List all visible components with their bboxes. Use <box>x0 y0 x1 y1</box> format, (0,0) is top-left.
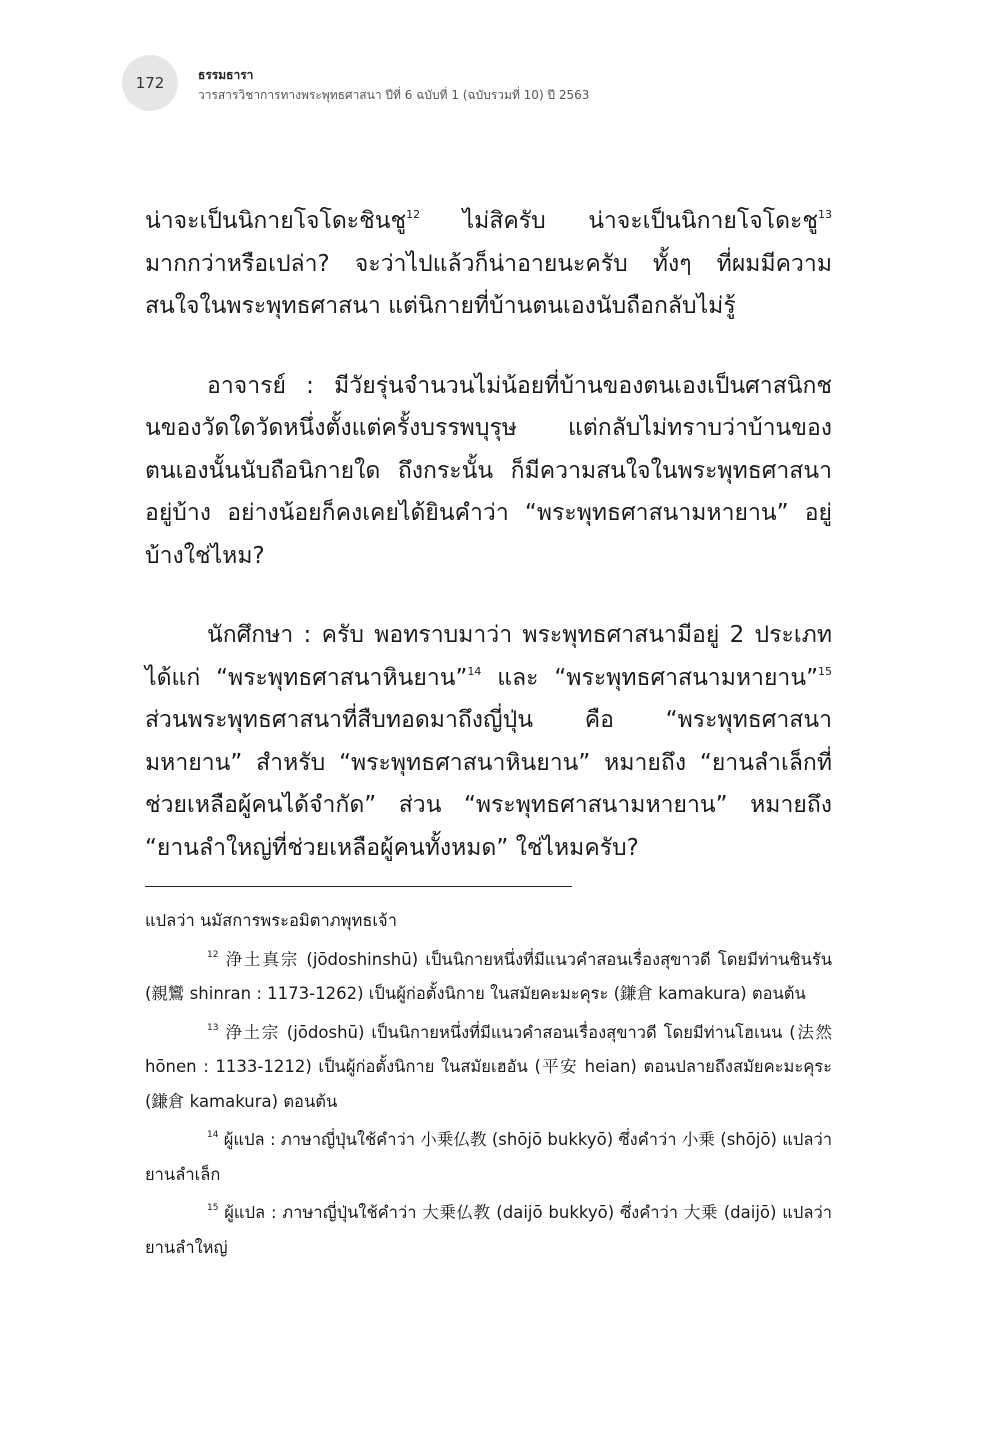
main-text <box>145 200 832 906</box>
paragraph-3-text-c: ส่วนพระพุทธศาสนาที่สืบทอดมาถึงญี่ปุ่น คือ “พระพุทธศาสนามหายาน” สำหรับ “พระพุทธศาสนาหินยาน” หมายถึง “ยานลำเล็กที่ช่วยเหลือผู้คนได้จำกัด” ส่วน “พระพุทธศาสนามหายาน” หมายถึง “ยานลำใหญ่ที่ช่วยเหลือผู้คนทั้งหมด” ใช่ไหมครับ? <box>145 707 832 861</box>
footnote-continuation: แปลว่า นมัสการพระอมิตาภพุทธเจ้า <box>145 911 397 930</box>
footnotes <box>145 904 832 1265</box>
paragraph-1-text-a: น่าจะเป็นนิกายโจโดะชินชู <box>145 208 407 234</box>
footnote-14 <box>145 1123 832 1192</box>
paragraph-1-text-b: ไม่สิครับ น่าจะเป็นนิกายโจโดะชู <box>420 208 818 234</box>
footnote-number: 15 <box>207 1203 219 1213</box>
journal-title: ธรรมธารา <box>198 68 254 82</box>
page-number-badge <box>122 55 178 111</box>
page-number: 172 <box>135 74 165 92</box>
page-header <box>0 0 1000 140</box>
paragraph-1-text-c: มากกว่าหรือเปล่า? จะว่าไปแล้วก็น่าอายนะครับ ทั้งๆ ที่ผมมีความสนใจในพระพุทธศาสนา แต่นิกายที่บ้านตนเองนับถือกลับไม่รู้ <box>145 250 832 319</box>
footnote-text: ผู้แปล : ภาษาญี่ปุ่นใช้คำว่า 小乗仏教 (shōjō bukkyō) ซึ่งคำว่า 小乗 (shōjō) แปลว่า ยานลำเล็ก <box>145 1130 833 1184</box>
footnote-text: ผู้แปล : ภาษาญี่ปุ่นใช้คำว่า 大乗仏教 (daijō bukkyō) ซึ่งคำว่า 大乗 (daijō) แปลว่า ยานลำใหญ่ <box>145 1203 833 1257</box>
paragraph-2: อาจารย์ : มีวัยรุ่นจำนวนไม่น้อยที่บ้านของตนเองเป็นศาสนิกชนของวัดใดวัดหนึ่งตั้งแต่ครั้งบรรพบุรุษ แต่กลับไม่ทราบว่าบ้านของตนเองนั้นนับถือนิกายใด ถึงกระนั้น ก็มีความสนใจในพระพุทธศาสนาอยู่บ้าง อย่างน้อยก็คงเคยได้ยินคำว่า “พระพุทธศาสนามหายาน” อยู่บ้างใช่ไหม? <box>145 372 832 569</box>
footnote-ref-15[interactable]: 15 <box>818 664 832 678</box>
paragraph-1 <box>145 200 832 328</box>
journal-subtitle: วารสารวิชาการทางพระพุทธศาสนา ปีที่ 6 ฉบับที่ 1 (ฉบับรวมที่ 10) ปี 2563 <box>198 88 590 102</box>
footnote-number: 13 <box>207 1022 219 1033</box>
paragraph-3 <box>145 614 832 869</box>
footnote-ref-14[interactable]: 14 <box>467 664 482 678</box>
footnote-15 <box>145 1196 832 1265</box>
footnote-text: 浄土真宗 (jōdoshinshū) เป็นนิกายหนึ่งที่มีแนวคำสอนเรื่องสุขาวดี โดยมีท่านชินรัน (親鸞 shinran : 1173-1262) เป็นผู้ก่อตั้งนิกาย ในสมัยคะมะคุระ (鎌倉 kamakura) ตอนต้น <box>145 949 833 1003</box>
footnote-divider <box>145 886 572 887</box>
footnote-ref-13[interactable]: 13 <box>818 208 832 221</box>
footnote-12 <box>145 943 832 1012</box>
footnote-text: 浄土宗 (jōdoshū) เป็นนิกายหนึ่งที่มีแนวคำสอนเรื่องสุขาวดี โดยมีท่านโฮเนน (法然 hōnen : 1133-1212) เป็นผู้ก่อตั้งนิกาย ในสมัยเฮอัน (平安 heian) ตอนปลายถึงสมัยคะมะคุระ (鎌倉 kamakura) ตอนต้น <box>145 1022 832 1111</box>
footnote-13 <box>145 1016 832 1120</box>
footnote-number: 12 <box>207 949 219 960</box>
footnote-ref-12[interactable]: 12 <box>406 208 421 221</box>
paragraph-3-text-b: และ “พระพุทธศาสนามหายาน” <box>481 664 818 691</box>
footnote-number: 14 <box>207 1130 219 1140</box>
paragraph-3-text-a: นักศึกษา : ครับ พอทราบมาว่า พระพุทธศาสนามีอยู่ 2 ประเภท ได้แก่ “พระพุทธศาสนาหินยาน” <box>145 622 832 691</box>
